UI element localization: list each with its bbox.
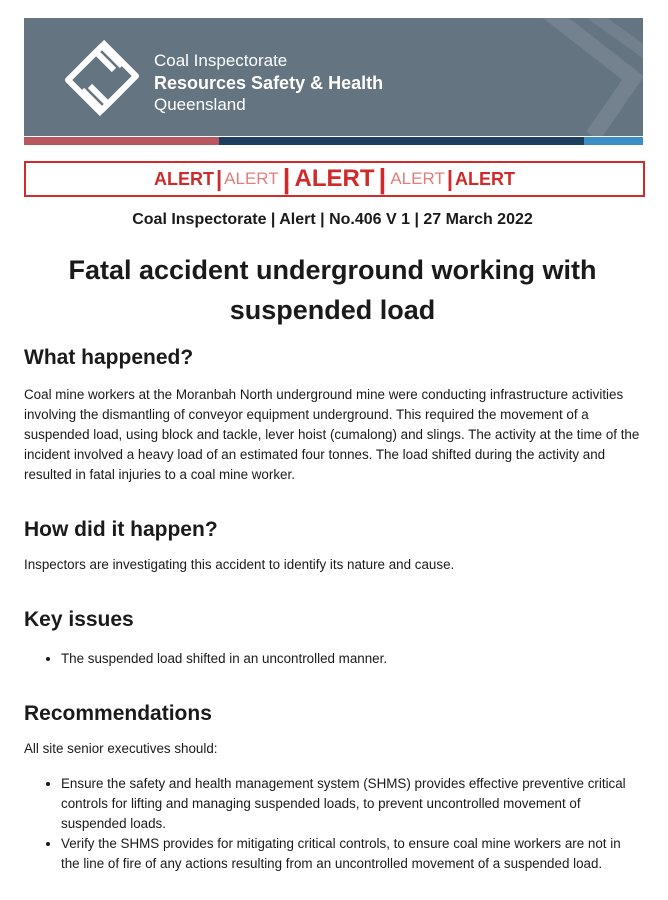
how-did-it-happen-body: Inspectors are investigating this accident to identify its nature and cause. xyxy=(24,557,455,572)
banner-watermark-icon xyxy=(503,18,643,136)
title-line-1: Fatal accident underground working with xyxy=(68,255,597,285)
alert-word-4: ALERT xyxy=(390,169,445,188)
list-item: • Ensure the safety and health management system (SHMS) provides effective preventive critical controls for lifting and managing suspended loads, to prevent uncontrolled movement of suspended loads. xyxy=(61,774,642,834)
alert-separator-2: | xyxy=(282,163,291,194)
alert-word-2: ALERT xyxy=(224,169,279,188)
header-banner xyxy=(24,18,643,136)
heading-what-happened: What happened? xyxy=(24,346,194,369)
org-line-2: Resources Safety & Health xyxy=(154,73,384,93)
stripe-red xyxy=(24,137,219,145)
organisation-name xyxy=(154,50,383,116)
stripe-blue xyxy=(584,137,643,145)
list-item: • Verify the SHMS provides for mitigating critical controls, to ensure coal mine workers are not in the line of fire of any actions resulting from an uncontrolled movement of a suspended load. xyxy=(61,834,642,874)
stripe-navy xyxy=(219,137,584,145)
list-item: • The suspended load shifted in an uncontrolled manner. xyxy=(61,649,642,669)
interlocking-diamond-logo-icon xyxy=(60,36,144,120)
recommendations-intro: All site senior executives should: xyxy=(24,741,218,756)
key-issues-list xyxy=(24,649,642,669)
what-happened-body: Coal mine workers at the Moranbah North underground mine were conducting infrastructure activities involving the dismantling of conveyor equipment underground. This required the movement of a suspended load, using block and tackle, lever hoist (cumalong) and slings. The activity at the time of the incident involved a heavy load of an estimated four tonnes. The load shifted during the activity and resulted in fatal injuries to a coal mine worker. xyxy=(24,387,640,482)
org-line-1: Coal Inspectorate xyxy=(154,51,288,70)
alert-word-5: ALERT xyxy=(455,169,515,189)
heading-how-did-it-happen: How did it happen? xyxy=(24,518,218,541)
document-subtitle: Coal Inspectorate | Alert | No.406 V 1 | 27 March 2022 xyxy=(132,211,533,228)
alert-word-3: ALERT xyxy=(294,165,375,192)
title-line-2: suspended load xyxy=(229,295,436,325)
alert-separator-4: | xyxy=(446,166,453,191)
alert-bar xyxy=(24,161,645,197)
alert-separator-3: | xyxy=(378,163,387,194)
recommendations-list xyxy=(24,774,642,874)
heading-key-issues: Key issues xyxy=(24,608,134,631)
heading-recommendations: Recommendations xyxy=(24,702,212,725)
alert-separator-1: | xyxy=(216,166,223,191)
document-title xyxy=(24,250,641,330)
alert-word-1: ALERT xyxy=(154,169,214,189)
org-line-3: Queensland xyxy=(154,95,246,114)
